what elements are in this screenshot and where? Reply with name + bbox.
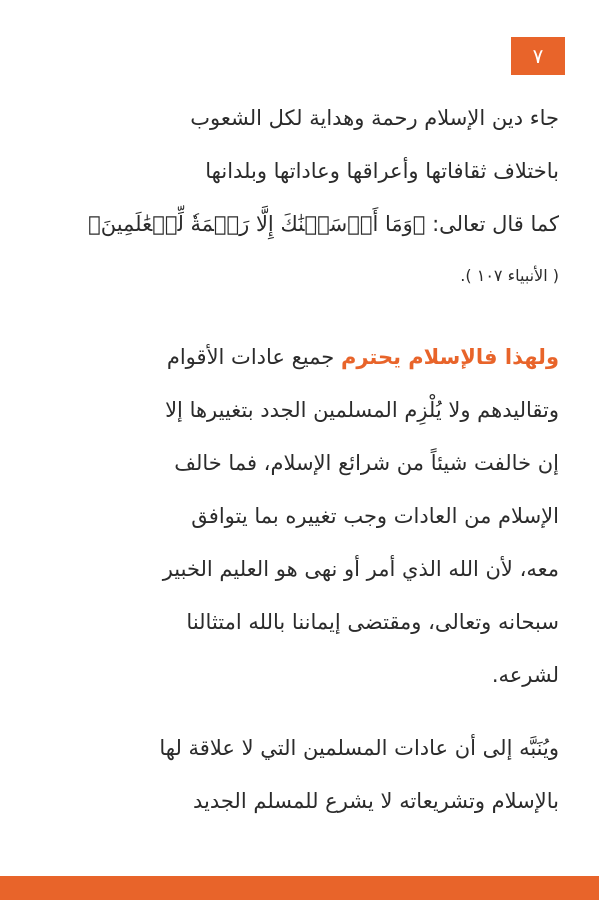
footer-bar xyxy=(0,876,599,900)
paragraph-1-line-3 xyxy=(40,198,559,251)
paragraph-2-line-2: وتقاليدهم ولا يُلْزِم المسلمين الجدد بتغييرها إلا xyxy=(165,398,559,422)
paragraph-2-line-5: معه، لأن الله الذي أمر أو نهى هو العليم الخبير xyxy=(162,557,559,581)
paragraph-1-line-2: باختلاف ثقافاتها وأعراقها وعاداتها وبلدانها xyxy=(205,159,559,183)
quran-verse: ﴿وَمَا أَرۡسَلۡنَٰكَ إِلَّا رَحۡمَةٗ لِّلۡعَٰلَمِينَ﴾ xyxy=(88,212,426,236)
quote-intro: كما قال تعالى: xyxy=(425,212,559,236)
paragraph-2-line-1 xyxy=(40,331,559,384)
paragraph-2-line-6: سبحانه وتعالى، ومقتضى إيماننا بالله امتثالنا xyxy=(186,610,559,634)
page-body xyxy=(40,92,559,828)
paragraph-3-line-1: ويُنَبَّه إلى أن عادات المسلمين التي لا علاقة لها xyxy=(159,736,559,760)
paragraph-2-line-1-rest: جميع عادات الأقوام xyxy=(166,345,341,369)
paragraph-3-line-2: بالإسلام وتشريعاته لا يشرع للمسلم الجديد xyxy=(192,789,559,813)
page-number-badge: ٧ xyxy=(511,37,565,75)
paragraph-2-line-7: لشرعه. xyxy=(491,663,559,687)
paragraph-2-line-3: إن خالفت شيئاً من شرائع الإسلام، فما خالف xyxy=(174,451,559,475)
paragraph-1-line-1: جاء دين الإسلام رحمة وهداية لكل الشعوب xyxy=(190,106,559,130)
verse-citation: ( الأنبياء ١٠٧ ). xyxy=(460,266,559,285)
paragraph-2-line-4: الإسلام من العادات وجب تغييره بما يتوافق xyxy=(191,504,559,528)
highlighted-phrase: ولهذا فالإسلام يحترم xyxy=(340,345,559,369)
